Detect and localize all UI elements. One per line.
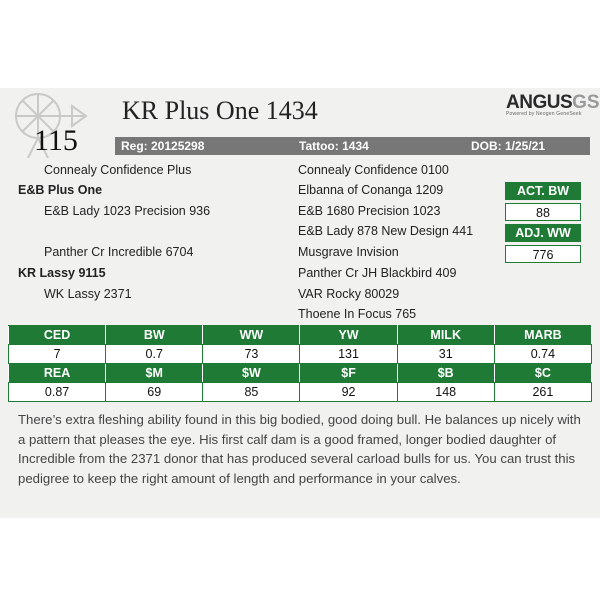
index-header-m: $M — [106, 364, 203, 383]
index-header-w: $W — [203, 364, 300, 383]
pedigree-dam-dam: WK Lassy 2371 — [44, 287, 132, 301]
adjusted-weaning-weight-label: ADJ. WW — [505, 224, 581, 242]
index-value-m: 69 — [106, 383, 203, 402]
epd-value-milk: 31 — [397, 345, 494, 364]
epd-value-marb: 0.74 — [494, 345, 591, 364]
actual-birth-weight-label: ACT. BW — [505, 182, 581, 200]
actual-birth-weight-value: 88 — [505, 203, 581, 221]
adjusted-weaning-weight-value: 776 — [505, 245, 581, 263]
epd-header-row — [9, 326, 592, 345]
index-value-w: 85 — [203, 383, 300, 402]
epd-value-row — [9, 345, 592, 364]
epd-value-yw: 131 — [300, 345, 397, 364]
index-value-c: 261 — [494, 383, 591, 402]
index-value-row — [9, 383, 592, 402]
index-header-row — [9, 364, 592, 383]
pedigree-dam: KR Lassy 9115 — [18, 266, 106, 280]
pedigree-right-5: Musgrave Invision — [298, 245, 399, 259]
epd-value-rea: 0.87 — [9, 383, 106, 402]
index-header-b: $B — [397, 364, 494, 383]
date-of-birth: DOB: 1/25/21 — [471, 139, 546, 153]
registration-number: Reg: 20125298 — [121, 139, 205, 153]
epd-header-ww: WW — [203, 326, 300, 345]
epd-value-ww: 73 — [203, 345, 300, 364]
index-value-f: 92 — [300, 383, 397, 402]
epd-header-ced: CED — [9, 326, 106, 345]
epd-header-yw: YW — [300, 326, 397, 345]
pedigree-sire: E&B Plus One — [18, 183, 103, 197]
epd-value-ced: 7 — [9, 345, 106, 364]
epd-header-bw: BW — [106, 326, 203, 345]
pedigree-right-1: Connealy Confidence 0100 — [298, 163, 449, 177]
pedigree-right-4: E&B Lady 878 New Design 441 — [298, 224, 474, 238]
epd-header-milk: MILK — [397, 326, 494, 345]
epd-value-bw: 0.7 — [106, 345, 203, 364]
pedigree-right-6: Panther Cr JH Blackbird 409 — [298, 266, 457, 280]
lot-number: 115 — [34, 124, 78, 157]
pedigree-sire-dam: E&B Lady 1023 Precision 936 — [44, 204, 211, 218]
pedigree-sire-sire: Connealy Confidence Plus — [44, 163, 192, 177]
bull-description: There’s extra fleshing ability found in this big bodied, good doing bull. He balances up nicely with a pattern that pleases the eye. His first calf dam is a good framed, longer bodied daughter of Incredible from the 2371 donor that has produced several carload bulls for us. You can trust this pedigree to keep the right amount of length and performance in your calves. — [18, 412, 581, 486]
index-header-f: $F — [300, 364, 397, 383]
pedigree-dam-sire: Panther Cr Incredible 6704 — [44, 245, 194, 259]
epd-table — [8, 325, 592, 402]
index-header-c: $C — [494, 364, 591, 383]
pedigree-right-8: Thoene In Focus 765 — [298, 307, 417, 321]
epd-header-rea: REA — [9, 364, 106, 383]
logo-suffix-text: GS — [572, 92, 600, 113]
pedigree-right-3: E&B 1680 Precision 1023 — [298, 204, 441, 218]
pedigree-right-7: VAR Rocky 80029 — [298, 287, 400, 301]
registration-bar — [115, 137, 590, 155]
index-value-b: 148 — [397, 383, 494, 402]
logo-main-text: ANGUS — [506, 92, 573, 113]
tattoo: Tattoo: 1434 — [299, 139, 369, 153]
epd-header-marb: MARB — [494, 326, 591, 345]
pedigree-right-2: Elbanna of Conanga 1209 — [298, 183, 444, 197]
animal-name: KR Plus One 1434 — [122, 96, 318, 125]
angus-gs-logo — [506, 92, 600, 124]
logo-tagline: Powered by Neogen GeneSeek — [506, 111, 582, 117]
